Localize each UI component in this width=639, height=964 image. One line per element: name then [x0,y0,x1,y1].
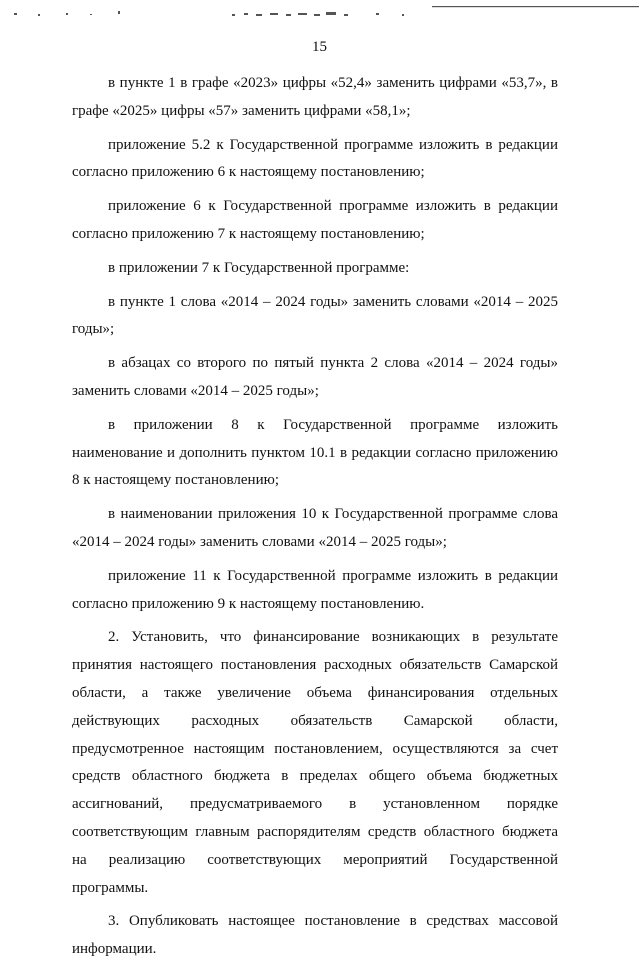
paragraph-item-7: в приложении 8 к Государственной программе изложить наименование и дополнить пунктом 10.1 в редакции согласно приложению 8 к настоящему постановлению; [72,416,558,489]
paragraph-item-2: приложение 5.2 к Государственной программе изложить в редакции согласно приложению 6 к настоящему постановлению; [72,136,558,181]
scan-noise [0,6,639,22]
document-body [72,70,558,964]
paragraph-section-3: 3. Опубликовать настоящее постановление в средствах массовой информации. [72,913,558,958]
page-number: 15 [312,39,327,55]
paragraph-section-2: 2. Установить, что финансирование возникающих в результате принятия настоящего постановления расходных обязательств Самарской области, а также увеличение объема финансирования отдельных действующих расходных обязательств Самарской области, предусмотренное настоящим постановлением, осуществляются за счет средств областного бюджета в пределах общего объема бюджетных ассигнований, предусматриваемого в установленном порядке соответствующим главным распорядителям средств областного бюджета на реализацию соответствующих мероприятий Государственной программы. [72,629,558,896]
paragraph-item-4: в приложении 7 к Государственной программе: [108,259,410,276]
paragraph-item-1: в пункте 1 в графе «2023» цифры «52,4» заменить цифрами «53,7», в графе «2025» цифры «57» заменить цифрами «58,1»; [72,75,558,119]
paragraph-item-3: приложение 6 к Государственной программе изложить в редакции согласно приложению 7 к настоящему постановлению; [72,198,558,242]
paragraph-item-8: в наименовании приложения 10 к Государственной программе слова «2014 – 2024 годы» заменить словами «2014 – 2025 годы»; [72,506,558,550]
paragraph-item-9: приложение 11 к Государственной программе изложить в редакции согласно приложению 9 к настоящему постановлению. [72,567,558,612]
paragraph-item-5: в пункте 1 слова «2014 – 2024 годы» заменить словами «2014 – 2025 годы»; [72,293,558,338]
paragraph-item-6: в абзацах со второго по пятый пункта 2 слова «2014 – 2024 годы» заменить словами «2014 – 2025 годы»; [72,355,558,399]
